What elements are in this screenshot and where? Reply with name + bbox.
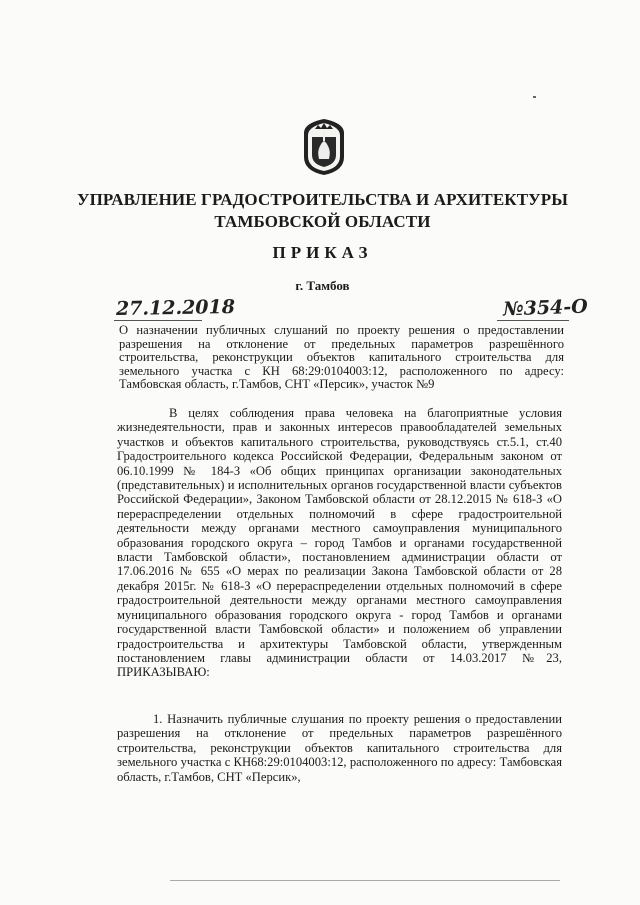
coat-of-arms-emblem <box>299 117 349 177</box>
document-type: ПРИКАЗ <box>272 243 373 262</box>
order-item-1 <box>117 712 562 784</box>
organization-name <box>60 189 585 233</box>
organization-line2: ТАМБОВСКОЙ ОБЛАСТИ <box>214 212 431 231</box>
organization-line1: УПРАВЛЕНИЕ ГРАДОСТРОИТЕЛЬСТВА И АРХИТЕКТУРЫ <box>77 190 568 209</box>
handwritten-number: №354-О <box>502 295 589 321</box>
paragraph-text: 1. Назначить публичные слушания по проекту решения о предоставлении разрешения на отклонение от предельных параметров разрешённого строительства, реконструкции объектов капитального строительства для земельного участка с КН68:29:0104003:12, расположенного по адресу: Тамбовская область, г.Тамбов, СНТ «Персик», <box>117 712 562 784</box>
order-subject: О назначении публичных слушаний по проекту решения о предоставлении разрешения на отклонение от предельных параметров разрешённого строительства, реконструкции объектов капитального строительства для земельного участка с КН 68:29:0104003:12, расположенного по адресу: Тамбовская область, г.Тамбов, СНТ «Персик», участок №9 <box>119 323 564 392</box>
preamble-paragraph <box>117 406 562 680</box>
scan-speck <box>533 96 536 98</box>
paragraph-text: В целях соблюдения права человека на благоприятные условия жизнедеятельности, прав и законных интересов правообладателей земельных участков и объектов капитального строительства, руководствуясь ст.5.1, ст.40 Градостроительного кодекса Российской Федерации, Федеральным законом от 06.10.1999 № 184-З «Об общих принципах организации законодательных (представительных) и исполнительных органов государственной власти субъектов Российской Федерации», Законом Тамбовской области от 28.12.2015 № 618-З «О перераспределении отдельных полномочий в сфере градостроительной деятельности между органами местного самоуправления муниципального образования городского округа – город Тамбов и органами государственной власти Тамбовской области», постановлением администрации области от 17.06.2016 № 655 «О мерах по реализации Закона Тамбовской области от 28 декабря 2015г. № 618-З «О перераспределении отдельных полномочий в сфере градостроительной деятельности между органами местного самоуправления муниципального образования городского округа - город Тамбов и органами государственной власти Тамбовской области» и положением об управлении градостроительства и архитектуры Тамбовской области, утвержденным постановлением главы администрации области от 14.03.2017 №23, ПРИКАЗЫВАЮ: <box>117 406 562 680</box>
number-underline <box>497 320 569 321</box>
handwritten-date: 27.12.2018 <box>115 295 236 321</box>
date-underline <box>114 320 202 321</box>
page-bottom-rule <box>170 880 560 881</box>
city-name: г. Тамбов <box>295 278 350 293</box>
